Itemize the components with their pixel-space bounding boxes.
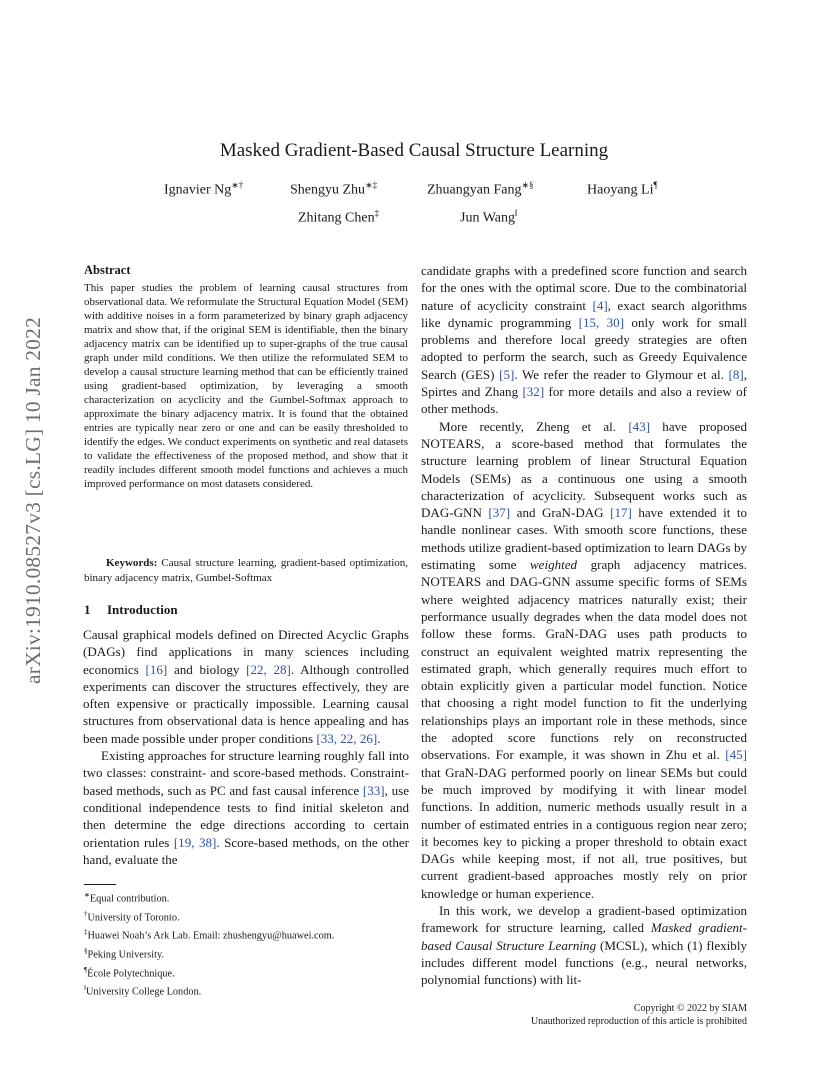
author-affiliation-marks: ‖ <box>515 208 518 218</box>
footnote <box>84 925 414 944</box>
footnote-mark: ‡ <box>84 928 88 937</box>
paragraph-text: , Spirtes and Zhang <box>421 366 748 400</box>
footnote-text: École Polytechnique. <box>87 967 175 979</box>
author-name: Zhitang Chen <box>298 210 375 226</box>
paragraph-text: . <box>377 730 381 746</box>
author-name: Jun Wang <box>460 210 516 226</box>
paragraph-text: Causal graphical models defined on Directed Acyclic Graphs (DAGs) find applications in many sciences including economics <box>83 627 409 677</box>
paragraph-text: that GraN-DAG performed poorly on linear SEMs but could be much improved by modifying it with linear model functions. In addition, numeric methods usually result in a number of estimated entries in a contiguous region near zero; it becomes key to picking a proper threshold to obtain exact DAGs while keeping most, if not all, true positives, but current gradient-based approaches mostly rely on prior knowledge or human experience. <box>421 764 747 901</box>
citation-link[interactable]: [8] <box>728 366 744 382</box>
copyright-notice <box>531 1003 747 1028</box>
footnote <box>84 907 414 926</box>
body-paragraph <box>421 418 747 902</box>
citation-link[interactable]: [33] <box>362 782 385 798</box>
paragraph-text: In this work, we develop a gradient-based optimization framework for structure learning, called <box>421 902 747 936</box>
author-name: Zhuangyan Fang <box>427 182 522 198</box>
footnote-mark: ‖ <box>84 984 86 993</box>
footnote-text: Peking University. <box>87 949 165 961</box>
paragraph-text: More recently, Zheng et al. <box>439 418 629 434</box>
author-affiliation-marks: ∗† <box>231 180 244 190</box>
reproduction-notice: Unauthorized reproduction of this article is prohibited <box>530 1015 747 1027</box>
citation-link[interactable]: [32] <box>522 384 545 400</box>
author-affiliation-marks: ¶ <box>653 180 658 190</box>
author <box>460 208 518 227</box>
citation-link[interactable]: [17] <box>610 505 632 521</box>
paragraph-text: have proposed NOTEARS, a score-based method that formulates the structure learning problem of linear Structural Equation Models (SEMs) as a continuous one using a smooth characterization of acyclicity. Subsequent works such as DAG-GNN <box>421 418 747 521</box>
author-affiliation-marks: ‡ <box>374 208 380 218</box>
body-paragraph <box>421 902 747 988</box>
section-number: 1 <box>84 602 91 617</box>
footnote-mark: ¶ <box>84 965 88 974</box>
paragraph-text: only work for small problems and therefore local greedy strategies are often adopted to perform the search, such as Greedy Equivalence Search (GES) <box>421 314 748 382</box>
left-column-body <box>83 626 409 868</box>
paragraph-text: for more details and also a review of other methods. <box>421 384 747 417</box>
body-paragraph <box>421 262 747 418</box>
citation-link[interactable]: [19, 38] <box>173 834 217 850</box>
author-name: Ignavier Ng <box>164 182 232 198</box>
footnote-text: University of Toronto. <box>87 912 180 924</box>
emphasized-text: weighted <box>529 557 578 573</box>
section-title: Introduction <box>107 602 178 617</box>
abstract-heading: Abstract <box>84 263 131 277</box>
section-heading-introduction <box>84 602 178 618</box>
footnote-mark: ∗ <box>84 891 90 899</box>
footnote-mark: § <box>84 946 88 955</box>
citation-link[interactable]: [5] <box>499 366 515 382</box>
footnote-rule <box>84 884 116 885</box>
paragraph-text: and GraN-DAG <box>510 505 611 521</box>
footnote <box>84 963 414 982</box>
keywords <box>84 556 408 586</box>
citation-link[interactable]: [37] <box>488 505 511 521</box>
citation-link[interactable]: [15, 30] <box>578 314 625 330</box>
footnote <box>84 888 414 907</box>
citation-link[interactable]: [4] <box>592 297 608 313</box>
author-affiliation-marks: ∗‡ <box>365 180 378 190</box>
paragraph-text: and biology <box>167 661 247 677</box>
author <box>298 208 379 227</box>
abstract-text: This paper studies the problem of learning causal structures from observational data. We reformulate the Structural Equation Model (SEM) with additive noises in a form parameterized by binary graph adjacency matrix and show that, if the original SEM is identifiable, then the binary adjacency matrix can be identified up to super-graphs of the true causal graph under mild conditions. We then utilize the reformulated SEM to develop a causal structure learning method that can be efficiently trained using gradient-based optimization, by leveraging a smooth characterization on acyclicity and the Gumbel-Softmax approach to approximate the binary adjacency matrix. It is found that the obtained entries are typically near zero or one and can be easily thresholded to identify the edges. We conduct experiments on synthetic and real datasets to validate the effectiveness of the proposed method, and show that it readily includes different smooth model functions and achieves a much improved performance on most datasets considered. <box>84 282 408 490</box>
citation-link[interactable]: [33, 22, 26] <box>316 730 378 746</box>
paragraph-text: (MCSL), which (1) flexibly includes different model functions (e.g., neural networks, polynomial functions) with lit- <box>421 937 747 988</box>
keywords-text: Causal structure learning, gradient-based optimization, binary adjacency matrix, Gumbel-Softmax <box>84 557 409 584</box>
paragraph-text: . Score-based methods, on the other hand, evaluate the <box>83 834 410 867</box>
author <box>164 180 243 199</box>
body-paragraph <box>83 747 409 868</box>
author-name: Shengyu Zhu <box>290 182 366 198</box>
author-name: Haoyang Li <box>587 182 654 198</box>
body-paragraph <box>83 626 409 747</box>
arxiv-identifier <box>4 300 64 700</box>
paragraph-text: graph adjacency matrices. NOTEARS and DAG-GNN assume specific forms of SEMs where weighted adjacency matrices naturally exist; their performance usually degrades when the data model does not follow these forms. GraN-DAG uses path products to construct an equivalent weighted matrix representing the estimated graph, which generally requires much effort to obtain explicitly given a particular model function. Notice that choosing a right model function to fit the underlying relationships plays an important role in these methods, since the adopted score functions rely on reconstructed observations. For example, it was shown in Zhu et al. <box>421 557 747 763</box>
citation-link[interactable]: [45] <box>725 747 747 763</box>
emphasized-text: Masked gradient-based Causal Structure Learning <box>421 920 747 953</box>
paragraph-text: , exact search algorithms like dynamic programming <box>421 297 747 330</box>
paragraph-text: Existing approaches for structure learning roughly fall into two classes: constraint- and score-based methods. Constraint-based methods, such as PC and fast causal inference <box>83 748 409 798</box>
author <box>427 180 534 199</box>
paragraph-text: have extended it to handle nonlinear cases. With smooth score functions, these methods utilize gradient-based optimization to learn DAGs by estimating some <box>421 505 747 573</box>
copyright-line: Copyright © 2022 by SIAM <box>633 1003 747 1014</box>
paragraph-text: . We refer the reader to Glymour et al. <box>514 366 729 382</box>
citation-link[interactable]: [16] <box>145 661 168 677</box>
footnote-text: Equal contribution. <box>89 893 170 905</box>
right-column-body <box>421 262 747 988</box>
paragraph-text: candidate graphs with a predefined score function and search for the ones with the optimal score. Due to the combinatorial nature of acyclicity constraint <box>421 263 747 313</box>
footnote <box>84 944 414 963</box>
arxiv-identifier-text: arXiv:1910.08527v3 [cs.LG] 10 Jan 2022 <box>21 316 46 684</box>
citation-link[interactable]: [43] <box>628 418 651 434</box>
paragraph-text: . Although controlled experiments can discover the structures effectively, they are often expensive or practically impossible. Learning causal structures from observational data is hence appealing and has been made possible under proper conditions <box>83 661 410 746</box>
author-affiliation-marks: ∗§ <box>521 180 534 190</box>
footnote <box>84 981 414 1000</box>
paper-title: Masked Gradient-Based Causal Structure Learning <box>219 140 609 161</box>
footnote-mark: † <box>84 909 88 918</box>
footnote-text: Huawei Noah’s Ark Lab. Email: zhushengyu@huawei.com. <box>87 930 335 942</box>
paragraph-text: , use conditional independence tests to find initial skeleton and then determine the edge directions according to certain orientation rules <box>83 782 409 850</box>
footnotes <box>84 888 414 1000</box>
author <box>587 180 658 199</box>
citation-link[interactable]: [22, 28] <box>246 661 291 677</box>
footnote-text: University College London. <box>85 986 202 998</box>
keywords-label: Keywords: <box>106 557 158 569</box>
author <box>290 180 377 199</box>
